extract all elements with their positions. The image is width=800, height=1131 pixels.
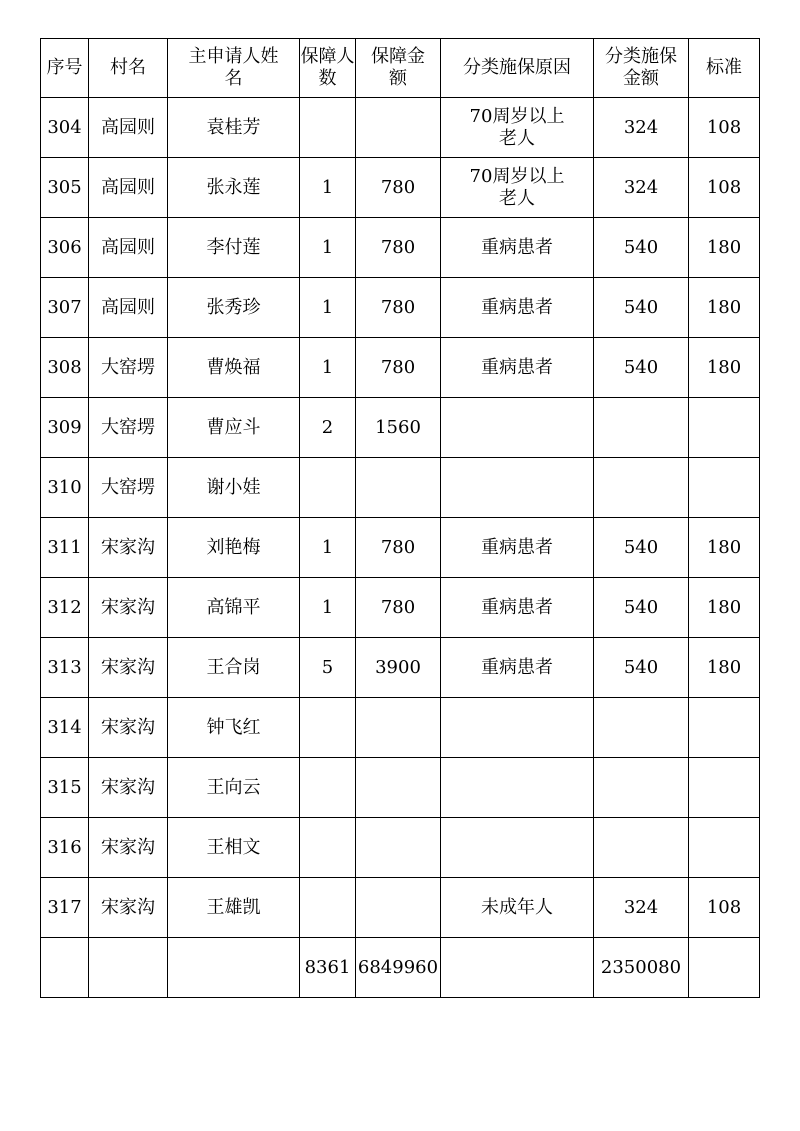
covered-persons-cell xyxy=(300,878,356,938)
table-row xyxy=(41,638,760,698)
header-cell: 保障金额 xyxy=(356,39,441,98)
standard-cell: 180 xyxy=(689,518,760,578)
covered-persons-cell: 1 xyxy=(300,578,356,638)
covered-persons-cell: 1 xyxy=(300,278,356,338)
roster-body xyxy=(41,98,760,998)
table-row xyxy=(41,158,760,218)
village-cell: 高园则 xyxy=(89,218,168,278)
classification-amount-cell: 324 xyxy=(594,158,689,218)
table-row xyxy=(41,458,760,518)
standard-cell: 180 xyxy=(689,578,760,638)
classification-reason-cell: 70周岁以上老人 xyxy=(441,158,594,218)
village-cell: 大窑塄 xyxy=(89,338,168,398)
applicant-name-cell: 曹焕福 xyxy=(168,338,300,398)
coverage-amount-cell: 3900 xyxy=(356,638,441,698)
header-row xyxy=(41,39,760,98)
village-cell xyxy=(89,938,168,998)
classification-amount-cell: 540 xyxy=(594,218,689,278)
covered-persons-cell: 1 xyxy=(300,218,356,278)
applicant-name-cell: 张秀珍 xyxy=(168,278,300,338)
applicant-name-cell: 王合岗 xyxy=(168,638,300,698)
covered-persons-cell: 2 xyxy=(300,398,356,458)
applicant-name-cell: 高锦平 xyxy=(168,578,300,638)
coverage-amount-cell: 780 xyxy=(356,158,441,218)
coverage-amount-cell: 780 xyxy=(356,578,441,638)
coverage-amount-cell xyxy=(356,98,441,158)
classification-reason-cell: 重病患者 xyxy=(441,518,594,578)
classification-amount-cell: 540 xyxy=(594,278,689,338)
coverage-amount-cell xyxy=(356,878,441,938)
village-cell: 宋家沟 xyxy=(89,818,168,878)
standard-cell xyxy=(689,458,760,518)
classification-reason-cell xyxy=(441,398,594,458)
table-row xyxy=(41,398,760,458)
serial-cell: 306 xyxy=(41,218,89,278)
classification-reason-cell: 重病患者 xyxy=(441,638,594,698)
village-cell: 宋家沟 xyxy=(89,698,168,758)
classification-amount-cell xyxy=(594,458,689,518)
classification-amount-cell xyxy=(594,818,689,878)
covered-persons-cell: 1 xyxy=(300,518,356,578)
coverage-amount-cell xyxy=(356,458,441,518)
classification-amount-cell xyxy=(594,398,689,458)
table-row xyxy=(41,818,760,878)
covered-persons-cell xyxy=(300,458,356,518)
header-cell: 分类施保原因 xyxy=(441,39,594,98)
village-cell: 高园则 xyxy=(89,278,168,338)
coverage-amount-cell xyxy=(356,818,441,878)
applicant-name-cell xyxy=(168,938,300,998)
covered-persons-cell: 1 xyxy=(300,338,356,398)
serial-cell: 317 xyxy=(41,878,89,938)
standard-cell: 108 xyxy=(689,878,760,938)
serial-cell: 309 xyxy=(41,398,89,458)
classification-amount-cell: 540 xyxy=(594,578,689,638)
serial-cell: 307 xyxy=(41,278,89,338)
coverage-amount-cell: 1560 xyxy=(356,398,441,458)
coverage-amount-cell xyxy=(356,758,441,818)
applicant-name-cell: 张永莲 xyxy=(168,158,300,218)
applicant-name-cell: 王雄凯 xyxy=(168,878,300,938)
classification-reason-cell xyxy=(441,458,594,518)
classification-reason-cell: 重病患者 xyxy=(441,338,594,398)
applicant-name-cell: 谢小娃 xyxy=(168,458,300,518)
serial-cell: 305 xyxy=(41,158,89,218)
classification-reason-cell: 重病患者 xyxy=(441,278,594,338)
standard-cell: 180 xyxy=(689,278,760,338)
applicant-name-cell: 王向云 xyxy=(168,758,300,818)
coverage-amount-cell: 780 xyxy=(356,338,441,398)
header-cell: 序号 xyxy=(41,39,89,98)
classification-reason-cell xyxy=(441,758,594,818)
village-cell: 高园则 xyxy=(89,158,168,218)
coverage-amount-cell: 780 xyxy=(356,218,441,278)
applicant-name-cell: 王相文 xyxy=(168,818,300,878)
classification-reason-cell: 重病患者 xyxy=(441,578,594,638)
serial-cell: 308 xyxy=(41,338,89,398)
applicant-name-cell: 刘艳梅 xyxy=(168,518,300,578)
coverage-amount-cell: 780 xyxy=(356,278,441,338)
classification-amount-cell: 324 xyxy=(594,878,689,938)
serial-cell: 316 xyxy=(41,818,89,878)
serial-cell: 312 xyxy=(41,578,89,638)
standard-cell xyxy=(689,938,760,998)
classification-reason-cell: 重病患者 xyxy=(441,218,594,278)
header-cell: 标准 xyxy=(689,39,760,98)
classification-amount-cell: 540 xyxy=(594,518,689,578)
village-cell: 大窑塄 xyxy=(89,398,168,458)
serial-cell xyxy=(41,938,89,998)
applicant-name-cell: 李付莲 xyxy=(168,218,300,278)
roster-table xyxy=(40,38,760,998)
standard-cell xyxy=(689,818,760,878)
covered-persons-cell: 5 xyxy=(300,638,356,698)
covered-persons-cell xyxy=(300,698,356,758)
standard-cell: 108 xyxy=(689,98,760,158)
totals-row xyxy=(41,938,760,998)
covered-persons-cell xyxy=(300,758,356,818)
classification-reason-cell: 未成年人 xyxy=(441,878,594,938)
table-row xyxy=(41,218,760,278)
table-row xyxy=(41,758,760,818)
covered-persons-cell: 1 xyxy=(300,158,356,218)
table-row xyxy=(41,698,760,758)
standard-cell: 180 xyxy=(689,218,760,278)
classification-amount-cell: 540 xyxy=(594,338,689,398)
standard-cell xyxy=(689,398,760,458)
covered-persons-cell xyxy=(300,818,356,878)
applicant-name-cell: 钟飞红 xyxy=(168,698,300,758)
applicant-name-cell: 曹应斗 xyxy=(168,398,300,458)
serial-cell: 310 xyxy=(41,458,89,518)
classification-reason-cell xyxy=(441,818,594,878)
classification-reason-cell xyxy=(441,938,594,998)
village-cell: 宋家沟 xyxy=(89,758,168,818)
header-cell: 村名 xyxy=(89,39,168,98)
village-cell: 宋家沟 xyxy=(89,638,168,698)
serial-cell: 304 xyxy=(41,98,89,158)
table-row xyxy=(41,278,760,338)
village-cell: 大窑塄 xyxy=(89,458,168,518)
village-cell: 宋家沟 xyxy=(89,878,168,938)
classification-amount-cell: 540 xyxy=(594,638,689,698)
classification-amount-cell xyxy=(594,698,689,758)
classification-reason-cell: 70周岁以上老人 xyxy=(441,98,594,158)
standard-cell: 180 xyxy=(689,638,760,698)
table-row xyxy=(41,98,760,158)
header-cell: 保障人数 xyxy=(300,39,356,98)
table-row xyxy=(41,338,760,398)
classification-amount-cell: 2350080 xyxy=(594,938,689,998)
header-cell: 主申请人姓名 xyxy=(168,39,300,98)
coverage-amount-cell: 6849960 xyxy=(356,938,441,998)
serial-cell: 315 xyxy=(41,758,89,818)
standard-cell: 180 xyxy=(689,338,760,398)
classification-amount-cell xyxy=(594,758,689,818)
serial-cell: 311 xyxy=(41,518,89,578)
covered-persons-cell: 8361 xyxy=(300,938,356,998)
covered-persons-cell xyxy=(300,98,356,158)
standard-cell: 108 xyxy=(689,158,760,218)
serial-cell: 313 xyxy=(41,638,89,698)
village-cell: 高园则 xyxy=(89,98,168,158)
serial-cell: 314 xyxy=(41,698,89,758)
classification-reason-cell xyxy=(441,698,594,758)
coverage-amount-cell xyxy=(356,698,441,758)
village-cell: 宋家沟 xyxy=(89,578,168,638)
table-row xyxy=(41,518,760,578)
village-cell: 宋家沟 xyxy=(89,518,168,578)
applicant-name-cell: 袁桂芳 xyxy=(168,98,300,158)
coverage-amount-cell: 780 xyxy=(356,518,441,578)
classification-amount-cell: 324 xyxy=(594,98,689,158)
standard-cell xyxy=(689,698,760,758)
standard-cell xyxy=(689,758,760,818)
table-row xyxy=(41,578,760,638)
header-cell: 分类施保金额 xyxy=(594,39,689,98)
table-row xyxy=(41,878,760,938)
